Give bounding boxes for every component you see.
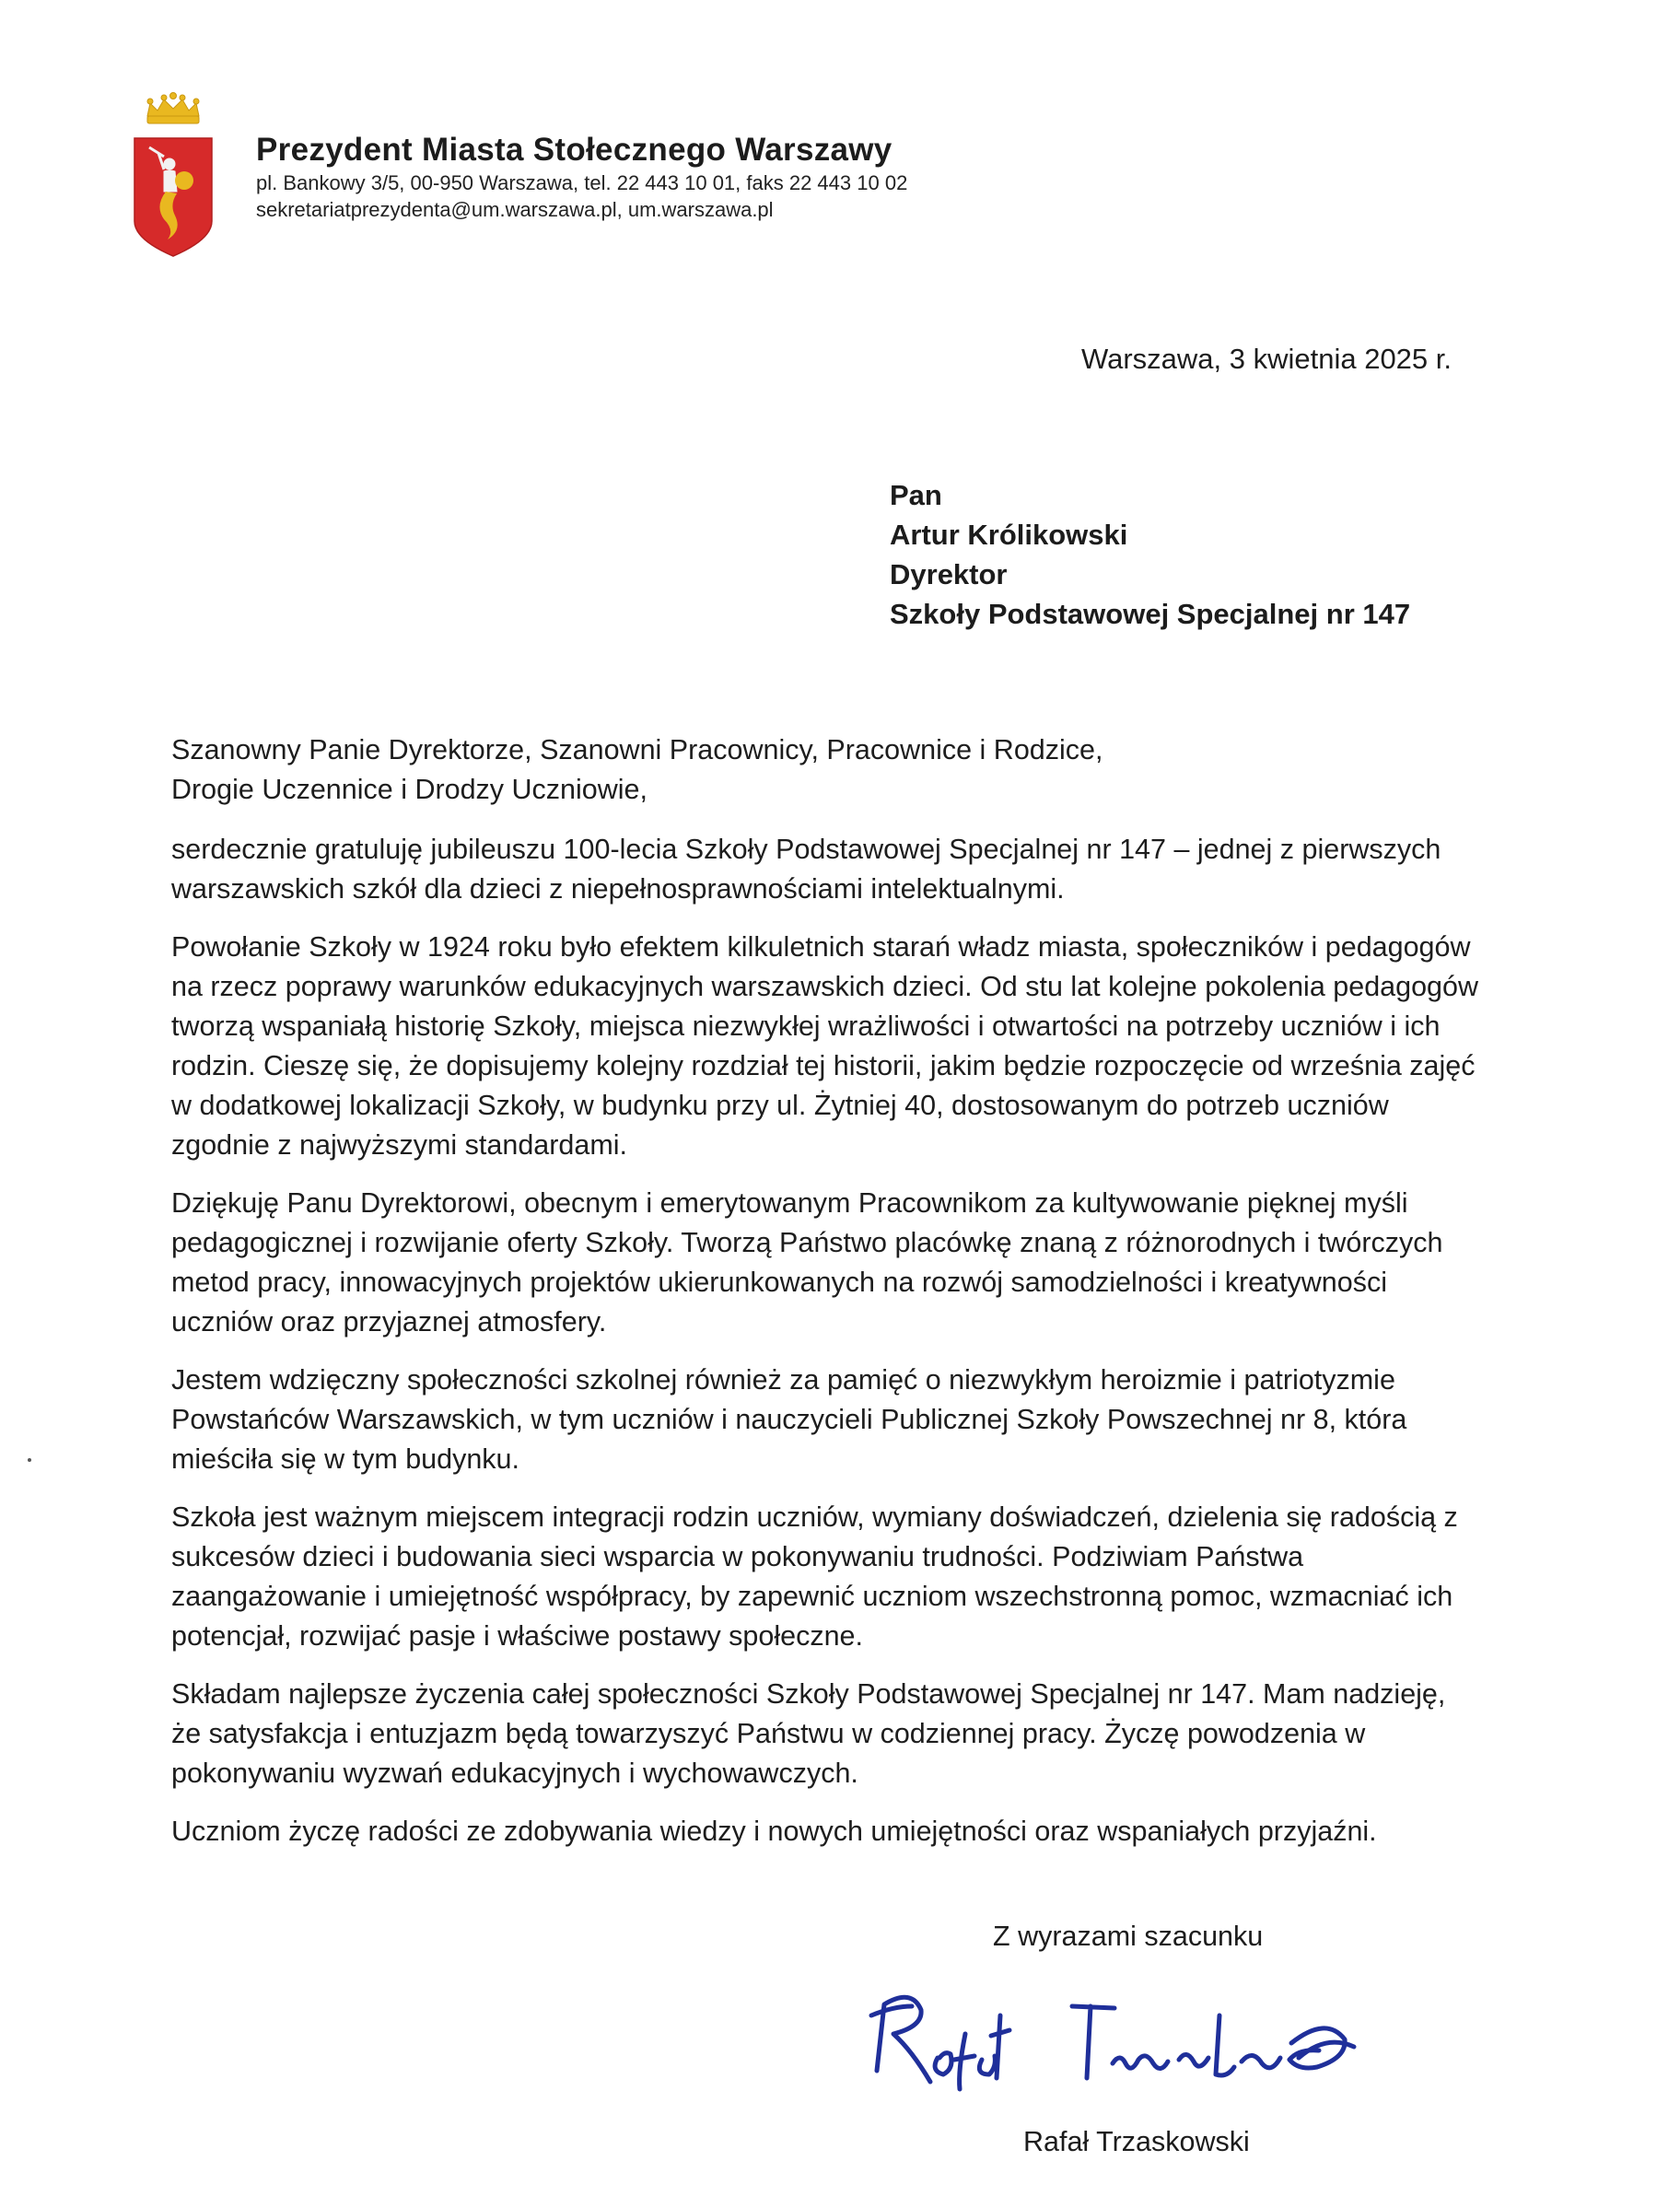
- paragraph: Dziękuję Panu Dyrektorowi, obecnym i emerytowanym Pracownikom za kultywowanie pięknej myśli pedagogicznej i rozwijanie oferty Szkoły. Tworzą Państwo placówkę znaną z różnorodnych i twórczych metod pracy, innowacyjnych projektów ukierunkowanych na rozwój samodzielności i kreatywności uczniów oraz przyjaznej atmosfery.: [171, 1187, 1443, 1337]
- contact-line: sekretariatprezydenta@um.warszawa.pl, um.warszawa.pl: [256, 198, 774, 221]
- handwritten-signature: [866, 1979, 1363, 2098]
- recipient-position: Dyrektor: [890, 558, 1008, 590]
- paragraph: Jestem wdzięczny społeczności szkolnej również za pamięć o niezwykłym heroizmie i patriotyzmie Powstańców Warszawskich, w tym uczniów i nauczycieli Publicznej Szkoły Powszechnej nr 8, która mieściła się w tym budynku.: [171, 1364, 1407, 1475]
- letter-body: [171, 730, 1479, 1870]
- paragraph: serdecznie gratuluję jubileuszu 100-lecia Szkoły Podstawowej Specjalnej nr 147 – jednej z pierwszych warszawskich szkół dla dzieci z niepełnosprawnościami intelektualnymi.: [171, 834, 1441, 905]
- letter-date: Warszawa, 3 kwietnia 2025 r.: [1080, 343, 1452, 375]
- closing-phrase: Z wyrazami szacunku: [993, 1921, 1264, 1952]
- paragraph: Składam najlepsze życzenia całej społeczności Szkoły Podstawowej Specjalnej nr 147. Mam nadzieję, że satysfakcja i entuzjazm będą towarzyszyć Państwu w codziennej pracy. Życzę powodzenia w pokonywaniu wyzwań edukacyjnych i wychowawczych.: [171, 1678, 1446, 1789]
- warsaw-coat-of-arms-icon: [127, 92, 219, 258]
- salutation-line: Drogie Uczennice i Drodzy Uczniowie,: [171, 774, 648, 805]
- recipient-institution: Szkoły Podstawowej Specjalnej nr 147: [890, 598, 1411, 630]
- paragraph: Powołanie Szkoły w 1924 roku było efektem kilkuletnich starań władz miasta, społeczników i pedagogów na rzecz poprawy warunków edukacyjnych warszawskich dzieci. Od stu lat kolejne pokolenia pedagogów tworzą wspaniałą historię Szkoły, miejsca niezwykłej wrażliwości i otwartości na potrzeby uczniów i ich rodzin. Cieszę się, że dopisujemy kolejny rozdział tej historii, jakim będzie rozpoczęcie od września zajęć w dodatkowej lokalizacji Szkoły, w budynku przy ul. Żytniej 40, dostosowanym do potrzeb uczniów zgodnie z najwyższymi standardami.: [171, 931, 1478, 1161]
- address-line: pl. Bankowy 3/5, 00-950 Warszawa, tel. 22 443 10 01, faks 22 443 10 02: [256, 171, 908, 194]
- recipient-title: Pan: [890, 479, 942, 511]
- paragraph: Uczniom życzę radości ze zdobywania wiedzy i nowych umiejętności oraz wspaniałych przyjaźni.: [171, 1816, 1377, 1847]
- paragraph: Szkoła jest ważnym miejscem integracji rodzin uczniów, wymiany doświadczeń, dzielenia się radością z sukcesów dzieci i budowania sieci wsparcia w pokonywaniu trudności. Podziwiam Państwa zaangażowanie i umiejętność współpracy, by zapewnić uczniom wszechstronną pomoc, wzmacniać ich potencjał, rozwijać pasje i właściwe postawy społeczne.: [171, 1501, 1458, 1652]
- scan-speck: [28, 1458, 31, 1462]
- salutation-line: Szanowny Panie Dyrektorze, Szanowni Pracownicy, Pracownice i Rodzice,: [171, 734, 1103, 765]
- letterhead: [256, 131, 907, 223]
- org-name: Prezydent Miasta Stołecznego Warszawy: [256, 132, 892, 168]
- recipient-name: Artur Królikowski: [890, 519, 1128, 551]
- salutation: [171, 730, 1479, 810]
- signer-name: Rafał Trzaskowski: [1023, 2126, 1250, 2157]
- recipient-block: [890, 475, 1410, 634]
